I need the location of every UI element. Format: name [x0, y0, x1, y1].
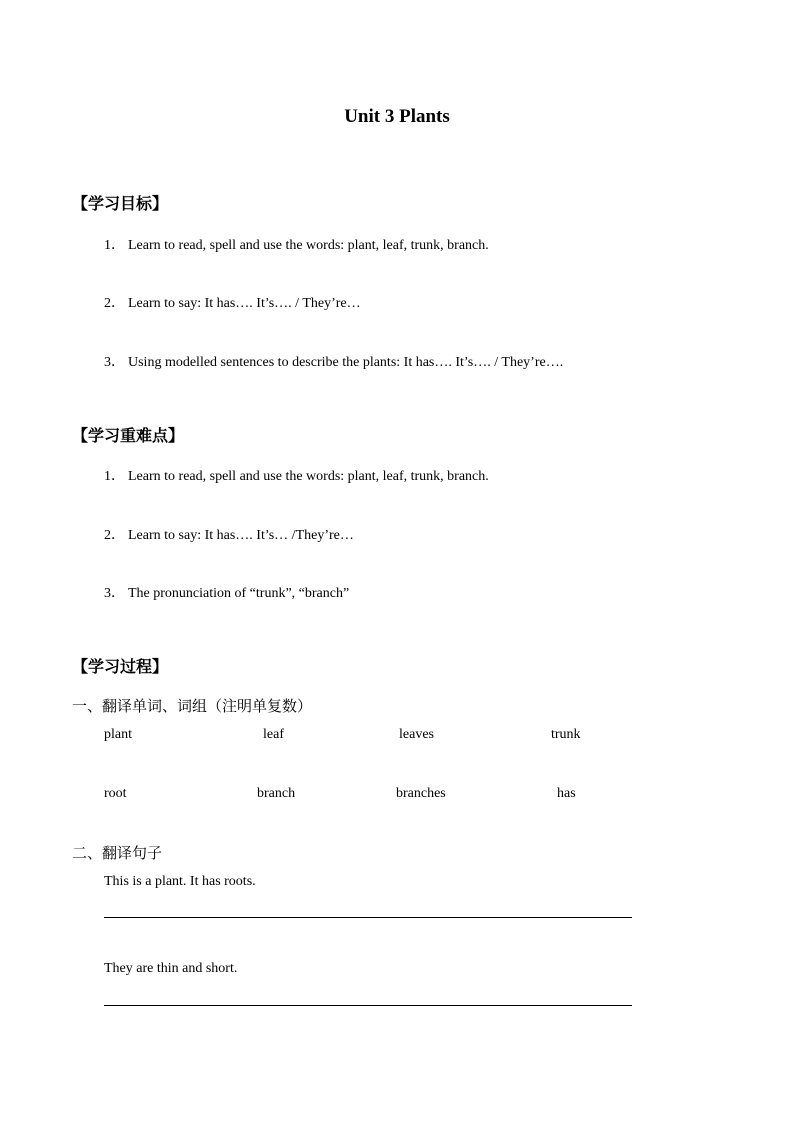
objectives-heading: 【学习目标】	[72, 194, 169, 213]
keypoint-item	[104, 524, 354, 544]
item-number: 1．	[104, 469, 125, 484]
keypoint-item	[104, 465, 489, 485]
vocab-word: root	[104, 786, 127, 801]
vocab-word: leaves	[399, 727, 434, 742]
answer-line[interactable]	[104, 1005, 632, 1006]
answer-line[interactable]	[104, 917, 632, 918]
sentence: They are thin and short.	[104, 961, 238, 976]
section1-title: 一、翻译单词、词组（注明单复数）	[72, 697, 313, 715]
item-number: 2．	[104, 296, 125, 311]
page-title: Unit 3 Plants	[344, 106, 450, 127]
item-text: Learn to read, spell and use the words: plant, leaf, trunk, branch.	[128, 238, 489, 253]
item-number: 3．	[104, 586, 125, 601]
item-text: Learn to say: It has…. It’s…. / They’re…	[128, 296, 361, 311]
objective-item	[104, 351, 563, 371]
item-text: Learn to read, spell and use the words: plant, leaf, trunk, branch.	[128, 469, 489, 484]
vocab-word: plant	[104, 727, 132, 742]
item-number: 1．	[104, 238, 125, 253]
keypoints-heading: 【学习重难点】	[72, 426, 185, 445]
item-text: The pronunciation of “trunk”, “branch”	[128, 586, 350, 601]
process-heading: 【学习过程】	[72, 657, 169, 676]
sentence: This is a plant. It has roots.	[104, 874, 256, 889]
vocab-word: has	[557, 786, 576, 801]
vocab-word: trunk	[551, 727, 581, 742]
keypoint-item	[104, 582, 349, 602]
section2-title: 二、翻译句子	[72, 844, 163, 862]
vocab-word: branch	[257, 786, 296, 801]
objective-item	[104, 234, 489, 254]
item-text: Learn to say: It has…. It’s… /They’re…	[128, 528, 354, 543]
item-number: 3．	[104, 355, 125, 370]
item-text: Using modelled sentences to describe the plants: It has…. It’s…. / They’re….	[128, 355, 564, 370]
vocab-word: branches	[396, 786, 446, 801]
item-number: 2．	[104, 528, 125, 543]
vocab-word: leaf	[263, 727, 284, 742]
objective-item	[104, 292, 361, 312]
